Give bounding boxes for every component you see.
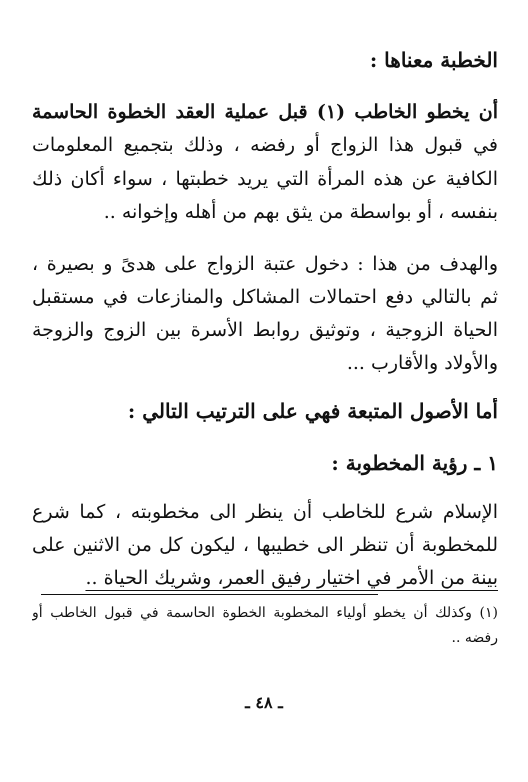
page-number: ـ ٤٨ ـ [245, 693, 283, 712]
paragraph-2-line-3: الحياة الزوجية ، وتوثيق روابط الأسرة بين الزوج والزوجة [32, 319, 498, 341]
paragraph-3-line-3: بينة من الأمر في اختيار رفيق العمر، وشريك الحياة .. [85, 567, 498, 589]
paragraph-3-line-2: للمخطوبة أن تنظر الى خطيبها ، ليكون كل من الاثنين على [32, 534, 498, 556]
paragraph-3-line-1: الإسلام شرع للخاطب أن ينظر الى مخطوبته ، كما شرع [32, 501, 498, 523]
paragraph-1-line-3: الكافية عن هذه المرأة التي يريد خطبتها ، سواء أكان ذلك [32, 168, 498, 190]
footnote-line-2: رفضه .. [451, 630, 498, 646]
footnote-separator [41, 594, 378, 595]
footnote-line-1: (١) وكذلك أن يخطو أولياء المخطوبة الخطوة الحاسمة في قبول الخاطب أو [32, 605, 498, 621]
paragraph-2-line-2: ثم بالتالي دفع احتمالات المشاكل والمنازعات في مستقبل [32, 286, 498, 308]
subheading-seeing-fiancee: ١ ـ رؤية المخطوبة : [331, 451, 498, 475]
section-title: الخطبة معناها : [369, 48, 498, 72]
paragraph-1-line-4: بنفسه ، أو بواسطة من يثق بهم من أهله وإخوانه .. [103, 201, 498, 223]
paragraph-1-line-1: أن يخطو الخاطب (١) قبل عملية العقد الخطوة الحاسمة [32, 101, 498, 123]
paragraph-2-line-1: والهدف من هذا : دخول عتبة الزواج على هدىً و بصيرة ، [32, 253, 498, 275]
paragraph-2-line-4: والأولاد والأقارب ... [346, 352, 498, 374]
paragraph-1-line-2: في قبول هذا الزواج أو رفضه ، وذلك بتجميع المعلومات [32, 134, 498, 156]
principles-heading: أما الأصول المتبعة فهي على الترتيب التالي : [127, 399, 498, 423]
